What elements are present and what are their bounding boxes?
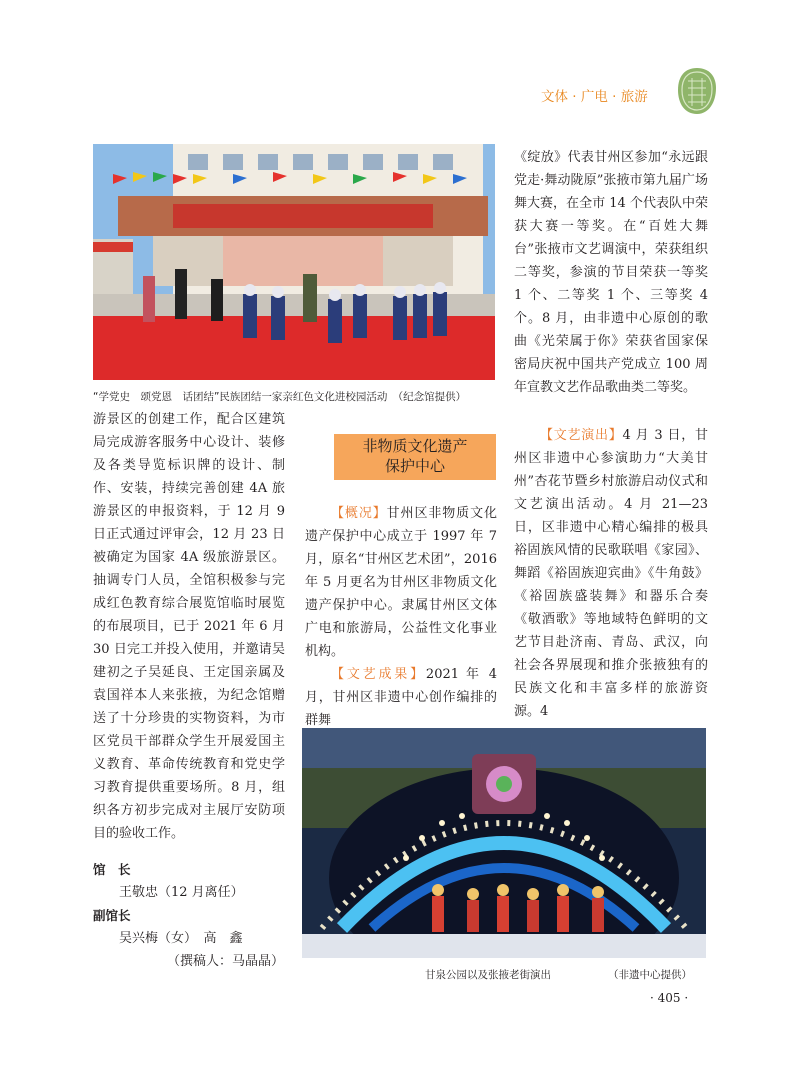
photo-caption-school: “学党史 颂党恩 话团结”民族团结一家亲红色文化进校园活动 （纪念馆提供） xyxy=(93,391,467,403)
staff-list xyxy=(93,858,285,973)
director-name: 王敬忠（12 月离任） xyxy=(119,885,244,900)
paragraph-overview xyxy=(305,502,497,663)
overview-text: 甘州区非物质文化遗产保护中心成立于 1997 年 7 月，原名“甘州区艺术团”，2016 年 5 月更名为甘州区非物质文化遗产保护中心。隶属甘州区文体广电和旅游局，公益性文化事业机构。 xyxy=(305,506,497,659)
author-credit: （撰稿人：马晶晶） xyxy=(167,954,285,969)
column-left xyxy=(93,408,285,845)
green-seal-icon xyxy=(676,66,718,116)
page-number: · 405 · xyxy=(650,991,689,1005)
deputy-names: 吴兴梅（女） 高 鑫 xyxy=(119,931,243,946)
achievement-tag: 【文艺成果】 xyxy=(331,667,426,682)
section-title-line2: 保护中心 xyxy=(384,457,445,475)
photo-stage-performance xyxy=(302,728,706,958)
photo-caption-stage: 甘泉公园以及张掖老街演出 xyxy=(425,969,551,981)
performance-text: 4 月 3 日，甘州区非遗中心参演助力“大美甘州”杏花节暨乡村旅游启动仪式和文艺演出活动。4 月 21—23 日，区非遗中心精心编排的极具裕固族风情的民歌联唱《家园》、舞蹈《裕固族迎宾曲》《牛角鼓》《裕固族盛装舞》和器乐合奏《敬酒歌》等地域特色鲜明的文艺节目赴济南、青岛、武汉，向社会各界展现和推介张掖独有的民族文化和丰富多样的旅游资源。4 xyxy=(514,428,708,719)
photo-credit-stage: （非遗中心提供） xyxy=(608,969,692,981)
director-label: 馆 长 xyxy=(93,862,131,877)
section-title xyxy=(334,434,496,480)
section-title-line1: 非物质文化遗产 xyxy=(362,437,468,455)
column-right-bottom xyxy=(514,424,708,723)
paragraph-performance xyxy=(514,424,708,723)
paragraph: 《绽放》代表甘州区参加“永远跟党走·舞动陇原”张掖市第九届广场舞大赛，在全市 14 个代表队中荣获大赛一等奖。在“百姓大舞台”张掖市文艺调演中，荣获组织二等奖，参演的节目荣获一等奖 1 个、二等奖 1 个、三等奖 4 个。8 月，由非遗中心原创的歌曲《光荣属于你》荣获省国家保密局庆祝中国共产党成立 100 周年宣教文艺作品歌曲类二等奖。 xyxy=(514,150,708,395)
paragraph: 游景区的创建工作，配合区建筑局完成游客服务中心设计、装修及各类导览标识牌的设计、制作、安装，持续完善创建 4A 旅游景区的申报资料，于 12 月 9 日正式通过评审会，12 月 23 日被确定为国家 4A 级旅游景区。抽调专门人员，全馆积极参与完成红色教育综合展览馆临时展览的布展项目，已于 2021 年 6 月 30 日完工并投入使用，并邀请吴建初之子吴延良、王定国亲属及袁国祥本人来张掖，为纪念馆赠送了十分珍贵的实物资料，为市区党员干部群众学生开展爱国主义教育、革命传统教育和党史学习教育提供重要场所。8 月，组织各方初步完成对主展厅安防项目的验收工作。 xyxy=(93,412,285,841)
section-header: 文体 · 广电 · 旅游 xyxy=(541,89,648,105)
column-middle xyxy=(305,502,497,732)
performance-tag: 【文艺演出】 xyxy=(540,428,623,443)
achievement-text: 2021 年 4 月，甘州区非遗中心创作编排的群舞 xyxy=(305,667,497,728)
deputy-label: 副馆长 xyxy=(93,908,131,923)
paragraph-achievement xyxy=(305,663,497,732)
photo-school-activity xyxy=(93,144,495,380)
overview-tag: 【概况】 xyxy=(331,506,387,521)
column-right-top xyxy=(514,146,708,399)
